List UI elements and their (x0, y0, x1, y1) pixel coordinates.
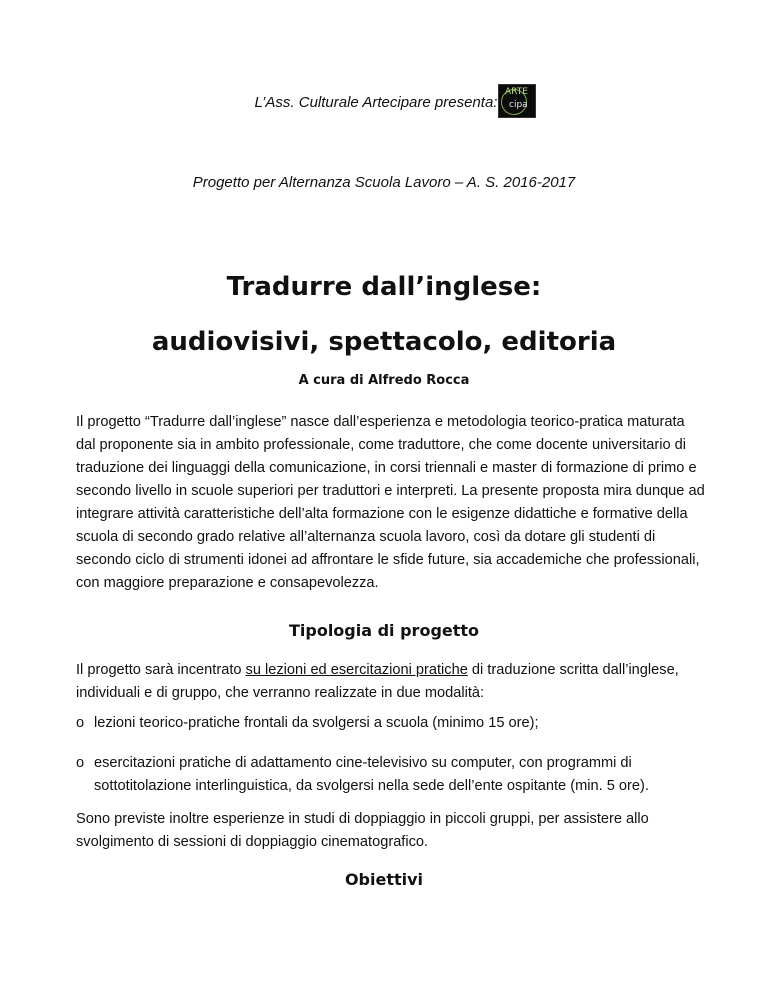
tipologia-text-underlined: su lezioni ed esercitazioni pratiche (245, 662, 468, 678)
bullet-mark: o (76, 755, 85, 771)
closing-paragraph: Sono previste inoltre esperienze in studi di doppiaggio in piccoli gruppi, per assistere allo svolgimento di sessioni di doppiaggio cinematografico. (76, 811, 649, 850)
logo-text-bottom: cipa (509, 100, 528, 110)
tipologia-text-before: Il progetto sarà incentrato (76, 662, 246, 678)
project-subtitle: Progetto per Alternanza Scuola Lavoro – A. S. 2016-2017 (192, 174, 576, 191)
tipologia-text-after: di traduzione scritta dall’inglese, individuali e di gruppo, che verranno realizzate in due modalità: (76, 662, 679, 701)
section-heading-tipologia: Tipologia di progetto (288, 621, 480, 640)
tipologia-paragraph (76, 659, 706, 705)
list-item (76, 712, 716, 735)
logo-text-top: ARTE (505, 87, 528, 97)
list-item-text: lezioni teorico-pratiche frontali da svolgersi a scuola (minimo 15 ore); (94, 715, 539, 731)
intro-paragraph: Il progetto “Tradurre dall’inglese” nasce dall’esperienza e metodologia teorico-pratica maturata dal proponente sia in ambito professionale, come traduttore, che come docente universitario di traduzione dei linguaggi della comunicazione, in corsi triennali e master di formazione di primo e secondo livello in scuole superiori per traduttori e interpreti. La presente proposta mira dunque ad integrare attività caratteristiche dell’alta formazione con le esigenze didattiche e formative della scuola di secondo grado relative all’alternanza scuola lavoro, così da dotare gli studenti di secondo ciclo di strumenti idonei ad affrontare le sfide future, sia accademiche che professionali, con maggiore preparazione e consapevolezza. (76, 414, 705, 591)
main-title: Tradurre dall’inglese: (226, 272, 542, 302)
list-item-text: esercitazioni pratiche di adattamento cine-televisivo su computer, con programmi di sottotitolazione interlinguistica, da svolgersi nella sede dell’ente ospitante (min. 5 ore). (94, 755, 649, 794)
artecipare-logo-icon (498, 84, 536, 118)
section-heading-obiettivi: Obiettivi (344, 870, 424, 889)
presenter-line (0, 94, 768, 111)
bullet-mark: o (76, 715, 85, 731)
presenter-text: L’Ass. Culturale Artecipare presenta: (254, 94, 498, 111)
list-item (76, 752, 716, 798)
curator-line: A cura di Alfredo Rocca (298, 373, 470, 388)
main-subtitle: audiovisivi, spettacolo, editoria (151, 327, 617, 357)
